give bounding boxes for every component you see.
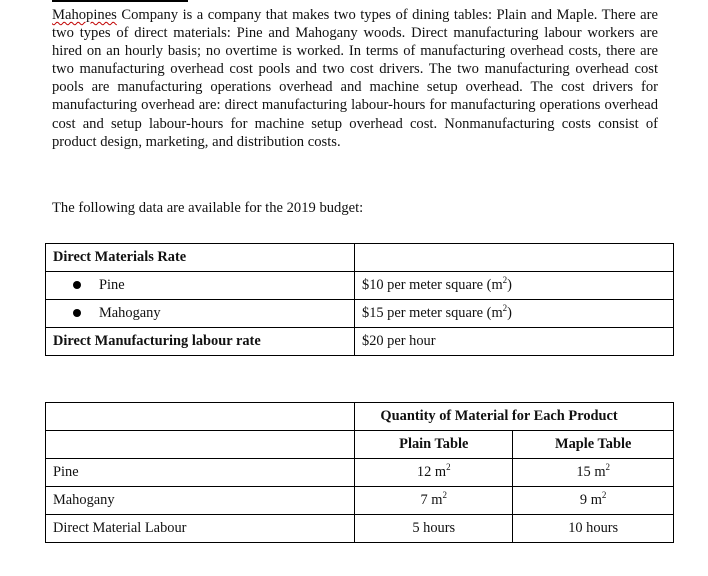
pine-rate-label: Pine (99, 277, 125, 293)
plain-value: 5 hours (355, 515, 513, 543)
labour-rate-label: Direct Manufacturing labour rate (46, 328, 355, 356)
table-row (46, 403, 674, 431)
exponent: 2 (601, 490, 607, 501)
empty-cell (355, 244, 674, 272)
table-row (46, 328, 674, 356)
maple-value: 10 hours (513, 515, 674, 543)
mahogany-rate-label-cell (46, 300, 355, 328)
exponent: 2 (446, 462, 451, 473)
paren-close: ) (507, 305, 512, 321)
paragraph-text: Company is a company that makes two types of dining tables: Plain and Maple. There are two types of direct materials: Pine and Mahogany woods. Direct manufacturing labour workers are hired on an hourly basis; no overtime is worked. In terms of manufacturing overhead costs, there are two manufacturing overhead cost pools and two cost drivers. The two manufacturing overhead cost pools are manufacturing operations overhead and machine setup overhead. The cost drivers for manufacturing overhead are: direct manufacturing labour-hours for manufacturing operations overhead cost and setup labour-hours for machine setup overhead cost. Nonmanufacturing costs consist of product design, marketing, and distribution costs. (52, 7, 658, 150)
table-row (46, 459, 674, 487)
table-row (46, 487, 674, 515)
labour-rate-value: $20 per hour (355, 328, 674, 356)
quantity-table (45, 402, 674, 543)
top-rule (52, 0, 188, 2)
pine-rate-value-cell (355, 272, 674, 300)
table-row (46, 431, 674, 459)
maple-table-header: Maple Table (513, 431, 674, 459)
plain-value-cell (355, 459, 513, 487)
table-row (46, 515, 674, 543)
plain-value: 7 m (420, 492, 443, 508)
row-label: Mahogany (46, 487, 355, 515)
plain-value: 12 m (416, 464, 447, 480)
plain-table-header: Plain Table (355, 431, 513, 459)
plain-value-cell (355, 487, 513, 515)
maple-value-cell (513, 459, 674, 487)
materials-rate-header: Direct Materials Rate (46, 244, 355, 272)
exponent: 2 (605, 462, 611, 473)
problem-paragraph (52, 6, 658, 151)
table-row (46, 300, 674, 328)
intro-text: The following data are available for the 2019 budget: (52, 200, 364, 216)
exponent: 2 (442, 490, 447, 501)
empty-cell (46, 403, 355, 431)
bullet-icon (73, 281, 81, 289)
row-label: Direct Material Labour (46, 515, 355, 543)
row-label: Pine (46, 459, 355, 487)
maple-value-cell (513, 487, 674, 515)
mahogany-rate-value-cell (355, 300, 674, 328)
exponent: 2 (502, 275, 508, 286)
exponent: 2 (502, 303, 508, 314)
bullet-icon (73, 309, 81, 317)
maple-value: 15 m (576, 464, 606, 480)
company-name: Mahopines (52, 7, 117, 23)
table-row (46, 244, 674, 272)
empty-cell (46, 431, 355, 459)
pine-rate-label-cell (46, 272, 355, 300)
table-row (46, 272, 674, 300)
quantity-title: Quantity of Material for Each Product (355, 403, 674, 431)
pine-rate-value: $10 per meter square (m (362, 277, 503, 293)
mahogany-rate-label: Mahogany (99, 305, 161, 321)
mahogany-rate-value: $15 per meter square (m (362, 305, 503, 321)
paren-close: ) (507, 277, 512, 293)
maple-value: 9 m (579, 492, 602, 508)
rates-table (45, 243, 674, 356)
